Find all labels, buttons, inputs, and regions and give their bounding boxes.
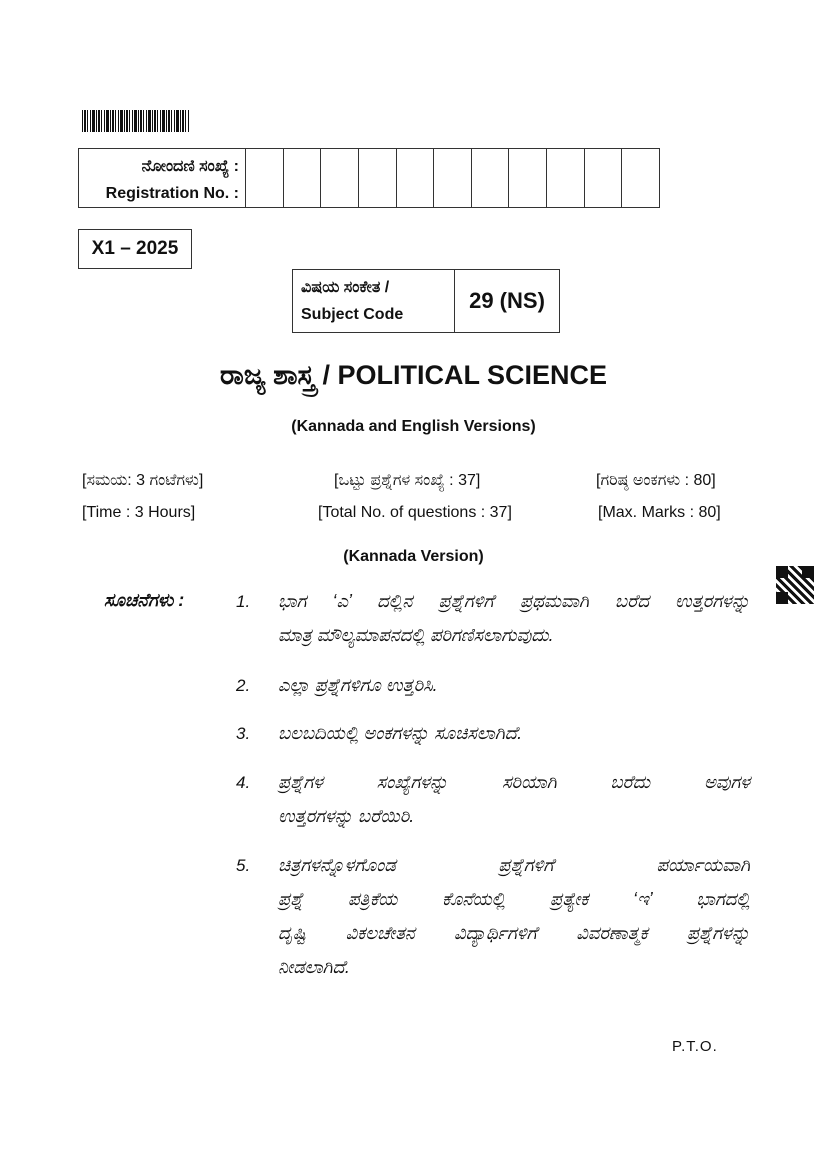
subject-code-box [292,269,560,333]
instruction-number: 3. [236,724,251,743]
instruction-number: 2. [236,676,251,695]
registration-cell[interactable] [547,149,585,207]
instruction-text: ಪ್ರಶ್ನೆ ಪತ್ರಿಕೆಯ ಕೊನೆಯಲ್ಲಿ ಪ್ರತ್ಯೇಕ ‘ಇ’ ಭಾಗದಲ್ಲಿ [278,889,750,909]
registration-cells [246,149,659,207]
questions-kn: [ಒಟ್ಟು ಪ್ರಶ್ನೆಗಳ ಸಂಖ್ಯೆ : 37] [334,472,481,489]
registration-cell[interactable] [359,149,397,207]
time-kn: [ಸಮಯ: 3 ಗಂಟೆಗಳು] [82,472,204,489]
instructions-heading: ಸೂಚನೆಗಳು : [104,590,185,610]
instruction-text: ಉತ್ತರಗಳನ್ನು ಬರೆಯಿರಿ. [278,806,415,826]
registration-cell[interactable] [585,149,623,207]
registration-cell[interactable] [472,149,510,207]
registration-cell[interactable] [246,149,284,207]
subject-code-label: ವಿಷಯ ಸಂಕೇತ / Subject Code [293,270,455,332]
registration-label: ನೋಂದಣಿ ಸಂಖ್ಯೆ : Registration No. : [79,149,246,207]
instruction-text: ಎಲ್ಲಾ ಪ್ರಶ್ನೆಗಳಿಗೂ ಉತ್ತರಿಸಿ. [278,675,438,695]
instruction-text: ಬಲಬದಿಯಲ್ಲಿ ಅಂಕಗಳನ್ನು ಸೂಚಿಸಲಾಗಿದೆ. [278,723,523,743]
registration-cell[interactable] [397,149,435,207]
pto-label: P.T.O. [672,1038,718,1055]
registration-cell[interactable] [434,149,472,207]
registration-cell[interactable] [509,149,547,207]
exam-code: X1 – 2025 [78,229,192,269]
questions-en: [Total No. of questions : 37] [318,504,512,521]
registration-cell[interactable] [284,149,322,207]
registration-cell[interactable] [321,149,359,207]
instruction-text: ಚಿತ್ರಗಳನ್ನೊಳಗೊಂಡ ಪ್ರಶ್ನೆಗಳಿಗೆ ಪರ್ಯಾಯವಾಗಿ [278,855,750,875]
instruction-text: ಪ್ರಶ್ನೆಗಳ ಸಂಖ್ಯೆಗಳನ್ನು ಸರಿಯಾಗಿ ಬರೆದು ಅವುಗಳ [278,772,750,792]
time-en: [Time : 3 Hours] [82,504,196,521]
version-label: (Kannada Version) [343,548,484,565]
instruction-text: ಮಾತ್ರ ಮೌಲ್ಯಮಾಪನದಲ್ಲಿ ಪರಿಗಣಿಸಲಾಗುವುದು. [278,625,554,645]
registration-cell[interactable] [622,149,659,207]
instruction-number: 4. [236,773,251,792]
marks-en: [Max. Marks : 80] [598,504,721,521]
page-title: ರಾಜ್ಯ ಶಾಸ್ತ್ರ / POLITICAL SCIENCE [220,360,607,390]
instruction-number: 5. [236,856,251,875]
subject-code-value: 29 (NS) [469,288,545,313]
instruction-text: ಭಾಗ ‘ಎ’ ದಲ್ಲಿನ ಪ್ರಶ್ನೆಗಳಿಗೆ ಪ್ರಥಮವಾಗಿ ಬರೆದ ಉತ್ತರಗಳನ್ನು [278,591,750,611]
registration-box [78,148,660,208]
instruction-number: 1. [236,592,251,611]
barcode [82,110,190,132]
qr-code-icon [776,566,814,604]
instruction-text: ದೃಷ್ಟಿ ವಿಕಲಚೇತನ ವಿದ್ಯಾರ್ಥಿಗಳಿಗೆ ವಿವರಣಾತ್ಮಕ ಪ್ರಶ್ನೆಗಳನ್ನು [278,923,750,943]
page-subtitle: (Kannada and English Versions) [291,418,536,435]
marks-kn: [ಗರಿಷ್ಠ ಅಂಕಗಳು : 80] [596,472,716,489]
instruction-text: ನೀಡಲಾಗಿದೆ. [278,957,350,977]
